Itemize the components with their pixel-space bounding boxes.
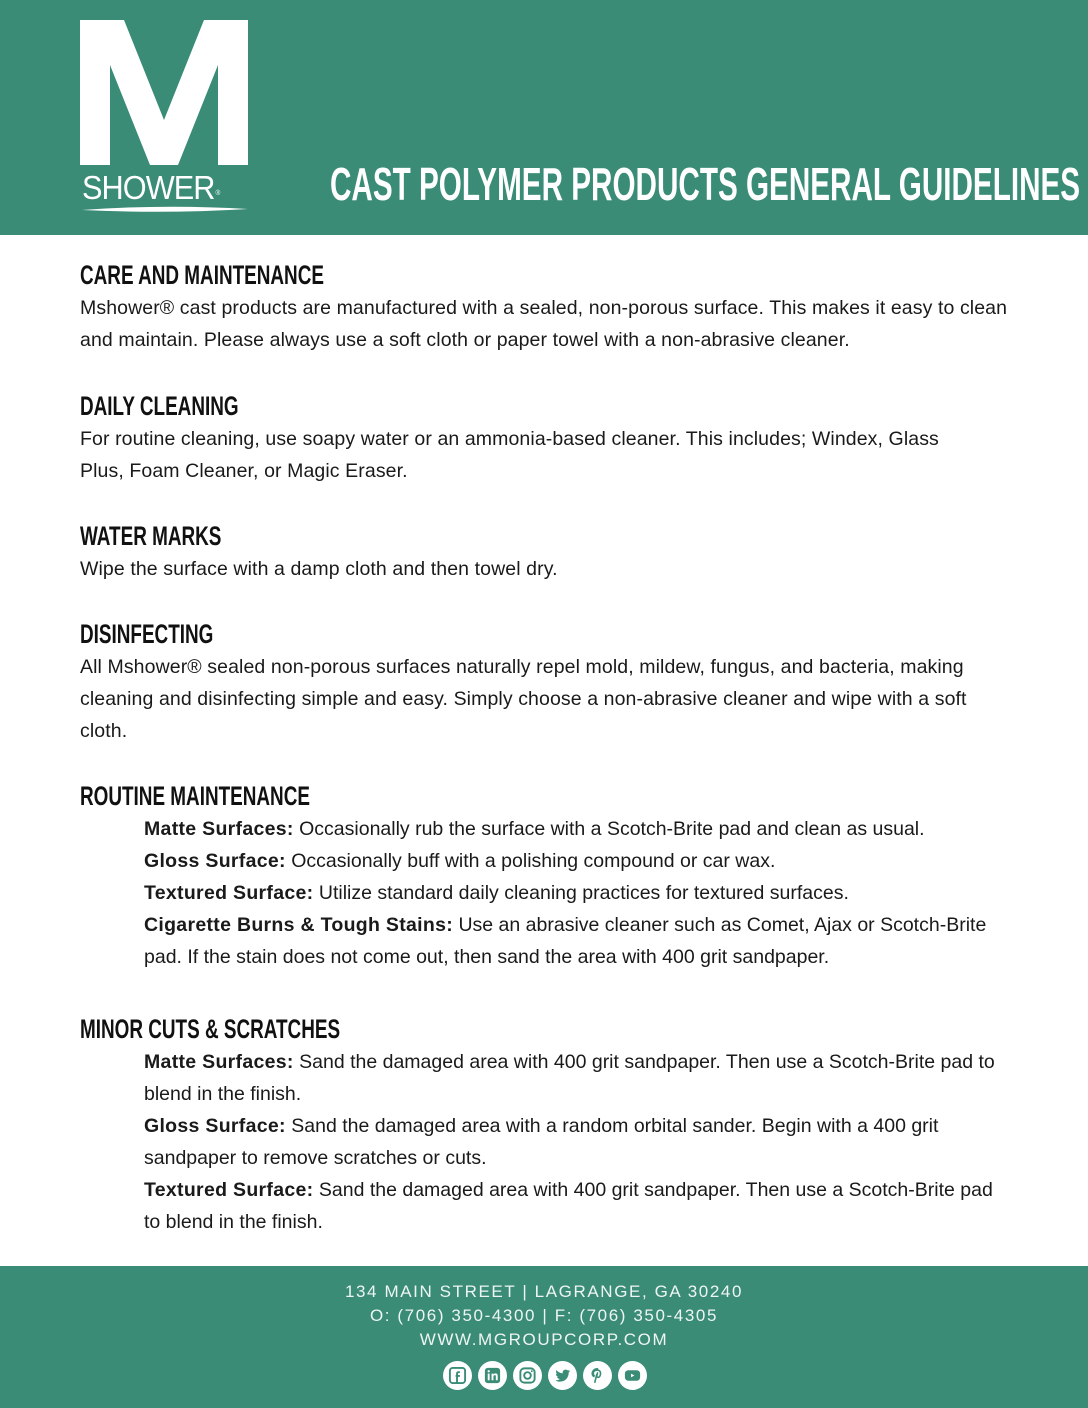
item-text: Use an abrasive cleaner such as Comet, Ajax or Scotch-Brite pad. If the stain does not come out, then sand the area with 400 grit sandpaper. <box>144 914 987 968</box>
section-text: Wipe the surface with a damp cloth and then towel dry. <box>80 558 558 580</box>
page-footer <box>0 1266 1088 1408</box>
footer-address: 134 MAIN STREET | LAGRANGE, GA 30240 <box>344 1282 744 1301</box>
section-routine-maintenance <box>80 779 1024 973</box>
section-heading: DISINFECTING <box>80 619 214 649</box>
item-text: Sand the damaged area with 400 grit sandpaper. Then use a Scotch-Brite pad to blend in the finish. <box>144 1051 995 1105</box>
page-header <box>0 0 1088 235</box>
section-care-and-maintenance <box>80 258 1010 356</box>
list-item <box>144 909 1004 973</box>
item-text: Occasionally rub the surface with a Scotch-Brite pad and clean as usual. <box>293 818 925 840</box>
section-heading: MINOR CUTS & SCRATCHES <box>80 1014 341 1044</box>
youtube-icon[interactable] <box>618 1361 647 1390</box>
logo-word-text: SHOWER <box>82 169 215 206</box>
facebook-icon[interactable] <box>443 1361 472 1390</box>
logo-swoosh <box>82 205 248 215</box>
section-heading: CARE AND MAINTENANCE <box>80 260 324 290</box>
list-item <box>144 1110 1000 1174</box>
section-heading: ROUTINE MAINTENANCE <box>80 781 310 811</box>
list-item <box>144 845 1024 877</box>
twitter-icon[interactable] <box>548 1361 577 1390</box>
item-label: Gloss Surface: <box>144 850 286 872</box>
section-text: Mshower® cast products are manufactured with a sealed, non-porous surface. This makes it easy to clean and maintain. Please always use a soft cloth or paper towel with a non-abrasive cleaner. <box>80 297 1008 351</box>
section-daily-cleaning <box>80 389 980 487</box>
section-minor-cuts-scratches <box>80 1012 1014 1238</box>
item-label: Textured Surface: <box>144 882 314 904</box>
item-text: Occasionally buff with a polishing compound or car wax. <box>285 850 776 872</box>
list-item <box>144 877 1024 909</box>
section-heading: WATER MARKS <box>80 521 222 551</box>
footer-website-link[interactable]: WWW.MGROUPCORP.COM <box>419 1330 669 1349</box>
item-label: Matte Surfaces: <box>144 1051 294 1073</box>
social-links <box>440 1361 650 1389</box>
pinterest-icon[interactable] <box>583 1361 612 1390</box>
item-text: Sand the damaged area with 400 grit sandpaper. Then use a Scotch-Brite pad to blend in the finish. <box>144 1179 993 1233</box>
item-text: Sand the damaged area with a random orbital sander. Begin with a 400 grit sandpaper to remove scratches or cuts. <box>144 1115 939 1169</box>
page-title: CAST POLYMER PRODUCTS GENERAL GUIDELINES <box>330 158 1081 210</box>
logo-registered-mark: ® <box>215 190 220 197</box>
footer-phones: O: (706) 350-4300 | F: (706) 350-4305 <box>369 1306 719 1325</box>
logo-wordmark <box>82 170 238 206</box>
item-label: Textured Surface: <box>144 1179 314 1201</box>
item-label: Cigarette Burns & Tough Stains: <box>144 914 454 936</box>
item-label: Gloss Surface: <box>144 1115 286 1137</box>
list-item <box>144 1174 1014 1238</box>
mshower-logo <box>80 20 250 215</box>
section-disinfecting <box>80 617 1008 747</box>
item-text: Utilize standard daily cleaning practices for textured surfaces. <box>313 882 849 904</box>
section-text: All Mshower® sealed non-porous surfaces naturally repel mold, mildew, fungus, and bacteria, making cleaning and disinfecting simple and easy. Simply choose a non-abrasive cleaner and wipe with a soft cloth. <box>80 656 967 742</box>
list-item <box>144 1046 1000 1110</box>
item-label: Matte Surfaces: <box>144 818 294 840</box>
section-water-marks <box>80 519 1010 585</box>
logo-m-mark <box>80 20 248 165</box>
section-heading: DAILY CLEANING <box>80 391 239 421</box>
list-item <box>144 813 1024 845</box>
linkedin-icon[interactable] <box>478 1361 507 1390</box>
section-text: For routine cleaning, use soapy water or an ammonia-based cleaner. This includes; Windex, Glass Plus, Foam Cleaner, or Magic Eraser. <box>80 428 939 482</box>
instagram-icon[interactable] <box>513 1361 542 1390</box>
